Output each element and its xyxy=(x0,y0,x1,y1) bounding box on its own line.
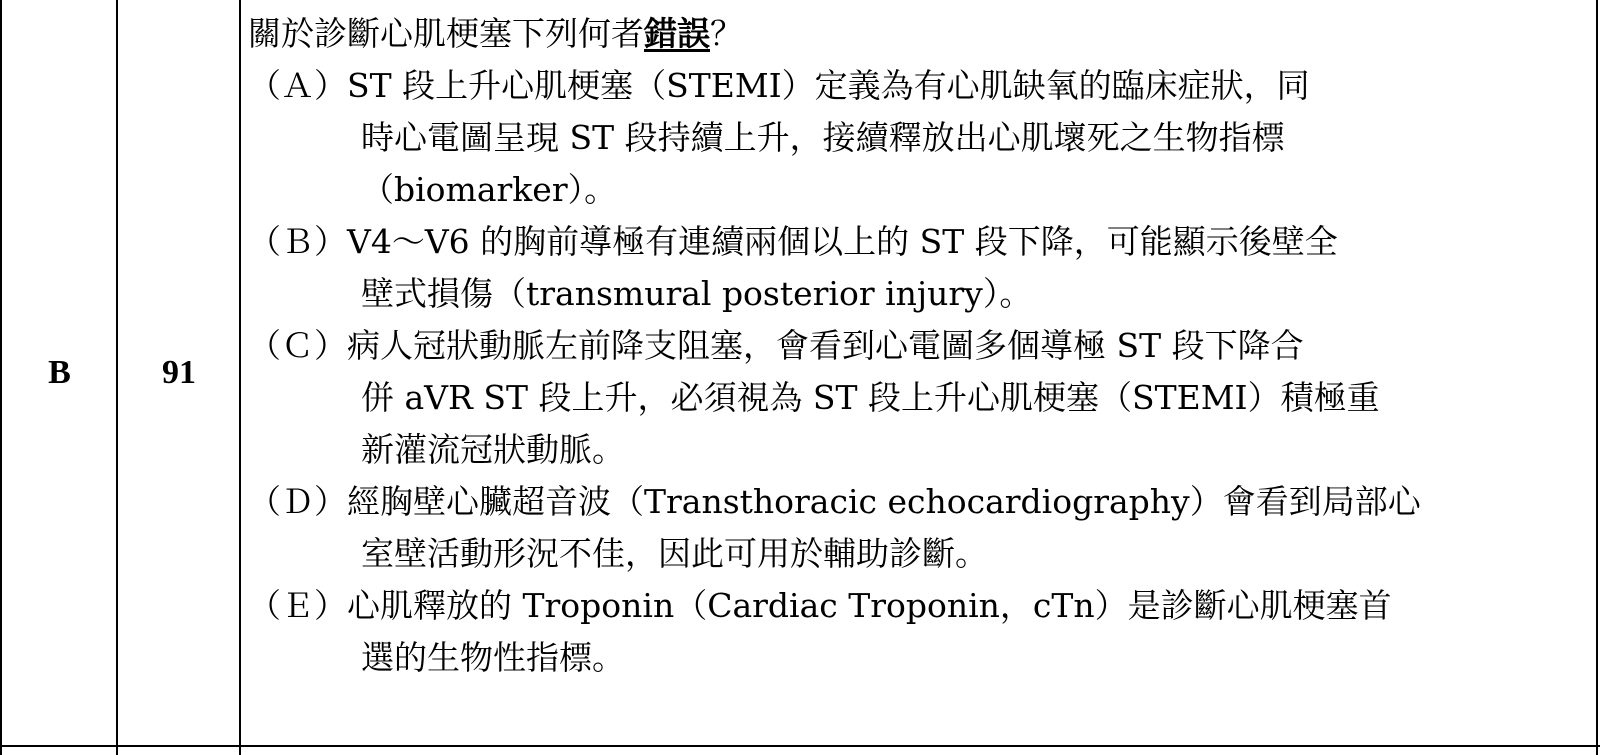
stem-emphasis: 錯誤 xyxy=(644,14,710,53)
option-e-line-1: 心肌釋放的 Troponin（Cardiac Troponin，cTn）是診斷心肌梗塞首 xyxy=(347,586,1392,625)
question-number-cell: 91 xyxy=(162,353,196,391)
question-stem xyxy=(248,8,1568,60)
option-d-line-2: 室壁活動形況不佳，因此可用於輔助診斷。 xyxy=(361,534,988,573)
stem-suffix: ？ xyxy=(710,14,743,53)
option-d-label: （Ｄ） xyxy=(248,482,347,521)
answer-cell: B xyxy=(48,353,71,391)
option-a-line-3: （biomarker）。 xyxy=(361,170,618,209)
option-d-line-1: 經胸壁心臟超音波（Transthoracic echocardiography）會看到局部心 xyxy=(347,482,1421,521)
table-border-right xyxy=(1596,0,1598,755)
option-e xyxy=(248,580,1568,684)
option-b xyxy=(248,216,1568,320)
option-e-line-2: 選的生物性指標。 xyxy=(361,638,625,677)
option-c-label: （Ｃ） xyxy=(248,326,347,365)
option-c-line-3: 新灌流冠狀動脈。 xyxy=(361,430,625,469)
option-a-line-1: ST 段上升心肌梗塞（STEMI）定義為有心肌缺氧的臨床症狀，同 xyxy=(347,66,1310,105)
option-b-line-1: V4～V6 的胸前導極有連續兩個以上的 ST 段下降，可能顯示後壁全 xyxy=(347,222,1338,261)
option-a-label: （Ａ） xyxy=(248,66,347,105)
option-c xyxy=(248,320,1568,476)
question-content xyxy=(248,8,1568,684)
option-a xyxy=(248,60,1568,216)
option-e-label: （Ｅ） xyxy=(248,586,347,625)
option-a-line-2: 時心電圖呈現 ST 段持續上升，接續釋放出心肌壞死之生物指標 xyxy=(361,118,1285,157)
option-d xyxy=(248,476,1568,580)
row-divider xyxy=(0,745,1600,747)
option-c-line-2: 併 aVR ST 段上升，必須視為 ST 段上升心肌梗塞（STEMI）積極重 xyxy=(361,378,1380,417)
option-b-line-2: 壁式損傷（transmural posterior injury）。 xyxy=(361,274,1033,313)
stem-prefix: 關於診斷心肌梗塞下列何者 xyxy=(248,14,644,53)
column-divider-2 xyxy=(239,0,241,755)
option-c-line-1: 病人冠狀動脈左前降支阻塞，會看到心電圖多個導極 ST 段下降合 xyxy=(347,326,1304,365)
option-b-label: （Ｂ） xyxy=(248,222,347,261)
